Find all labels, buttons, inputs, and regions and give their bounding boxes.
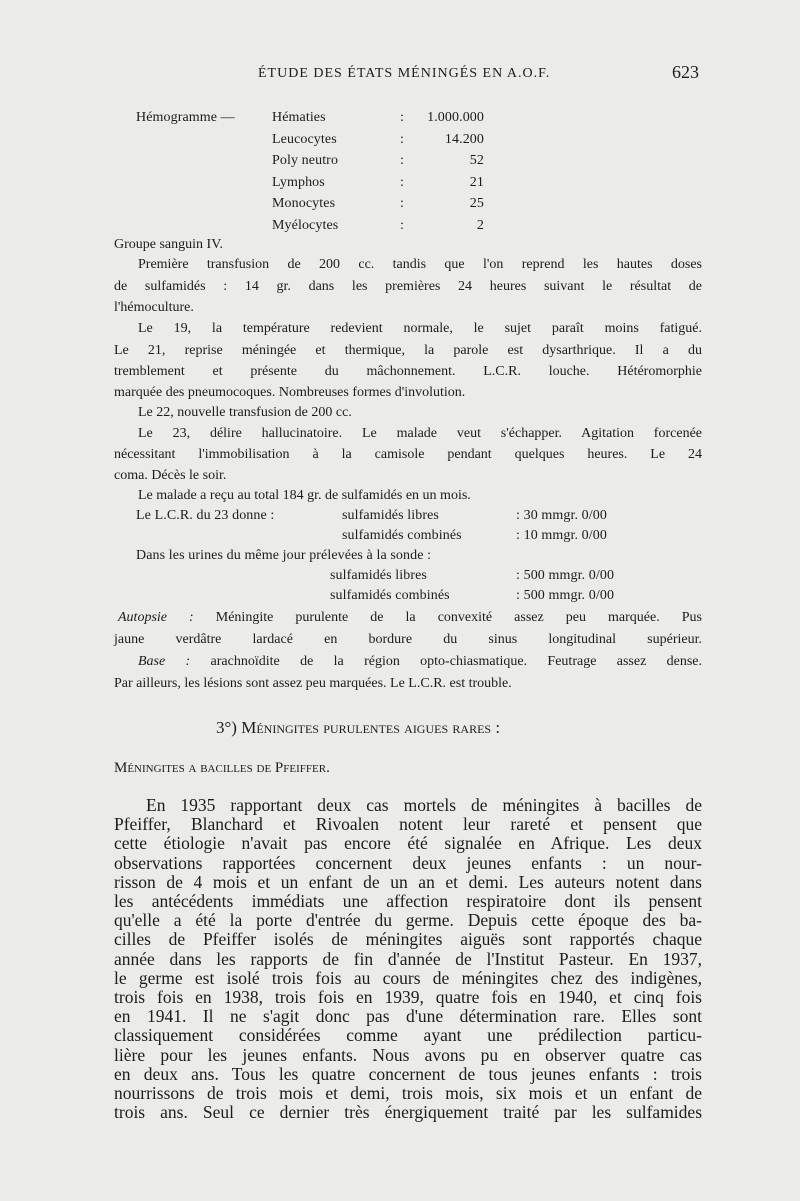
hemogram-row-name: Monocytes xyxy=(272,196,336,211)
paragraph-line: classiquement considérées comme ayant une prédilection particu- xyxy=(114,1025,702,1046)
paragraph-line: les antécédents immédiats une affection respiratoire dont ils pensent xyxy=(114,891,702,911)
autopsy-label: Autopsie : xyxy=(118,610,194,625)
hemogram-row-value: 14.200 xyxy=(444,131,484,147)
paragraph-line: risson de 4 mois et un enfant de un an et demi. Les auteurs notent dans xyxy=(114,871,702,892)
observation-line: nécessitant l'immobilisation à la camisole pendant quelques heures. Le 24 xyxy=(114,447,702,462)
urine-row-name: sulfamidés libres xyxy=(330,568,427,583)
hemogram-row-name: Lymphos xyxy=(272,174,325,190)
hemogram-row-colon: : xyxy=(400,217,404,233)
autopsy-line-1 xyxy=(114,610,702,626)
observation-line: Le 21, reprise méningée et thermique, la parole est dysarthrique. Il a du xyxy=(114,343,702,358)
autopsy-line-3 xyxy=(114,654,702,670)
observation-line: marquée des pneumocoques. Nombreuses formes d'involution. xyxy=(114,385,466,400)
urine-intro: Dans les urines du même jour prélevées à la sonde : xyxy=(136,548,432,563)
lcr-row-value: : 30 mmgr. 0/00 xyxy=(516,508,607,523)
hemogram-row-value: 52 xyxy=(469,153,484,168)
paragraph-line: le germe est isolé trois fois au cours de méningites chez des indigènes, xyxy=(114,967,702,988)
observation-line: coma. Décès le soir. xyxy=(114,468,227,483)
hemogram-row-colon: : xyxy=(400,174,404,190)
observation-line: Le 22, nouvelle transfusion de 200 cc. xyxy=(138,405,352,420)
paragraph-line: cette étiologie n'avait pas encore été signalée en Afrique. Les deux xyxy=(114,833,702,854)
hemogram-row-name: Poly neutro xyxy=(272,153,339,168)
lcr-row-name: sulfamidés libres xyxy=(342,508,439,523)
urine-row-value: : 500 mmgr. 0/00 xyxy=(516,568,615,583)
lcr-row-name: sulfamidés combinés xyxy=(342,528,462,543)
paragraph-line: En 1935 rapportant deux cas mortels de méningites à bacilles de xyxy=(146,795,702,815)
lcr-prefix: Le L.C.R. du 23 donne : xyxy=(136,508,275,523)
subheading: Méningites a bacilles de Pfeiffer. xyxy=(114,760,330,776)
hemogram-row-name: Myélocytes xyxy=(272,217,339,233)
observation-line: Le 19, la température redevient normale, le sujet paraît moins fatigué. xyxy=(138,321,702,336)
observation-line: Le 23, délire hallucinatoire. Le malade veut s'échapper. Agitation forcenée xyxy=(138,426,702,441)
paragraph-line: en 1941. Il ne s'agit donc pas d'une détermination rare. Elles sont xyxy=(114,1006,702,1027)
paragraph-line: trois ans. Seul ce dernier très énergiquement traité par les sulfamides xyxy=(114,1102,702,1123)
paragraph-line: cilles de Pfeiffer isolés de méningites aiguës sont rapportés chaque xyxy=(114,929,702,950)
section-heading: 3°) Méningites purulentes aigues rares : xyxy=(216,718,501,737)
hemogram-row-value: 2 xyxy=(476,217,484,233)
observation-line: l'hémoculture. xyxy=(114,300,194,315)
lcr-row-value: : 10 mmgr. 0/00 xyxy=(516,528,607,543)
hemogram-label: Hémogramme — xyxy=(136,110,235,125)
running-header-title: ÉTUDE DES ÉTATS MÉNINGÉS EN A.O.F. xyxy=(258,66,551,81)
paragraph-line: qu'elle a été la porte d'entrée du germe. Depuis cette époque des ba- xyxy=(114,910,702,931)
paragraph-line: année dans les rapports de fin d'année de l'Institut Pasteur. En 1937, xyxy=(114,948,702,969)
paragraph-line: nourrissons de trois mois et demi, trois mois, six mois et un enfant de xyxy=(114,1083,702,1103)
hemogram-row-value: 25 xyxy=(469,196,484,211)
hemogram-row-name: Hématies xyxy=(272,110,326,125)
autopsy-text-3: arachnoïdite de la région opto-chiasmatique. Feutrage assez dense. xyxy=(190,654,702,669)
observation-line: Le malade a reçu au total 184 gr. de sulfamidés en un mois. xyxy=(138,488,471,503)
autopsy-text-1: Méningite purulente de la convexité assez peu marquée. Pus xyxy=(193,610,703,625)
paragraph-line: en deux ans. Tous les quatre concernent de tous jeunes enfants : trois xyxy=(114,1063,702,1084)
paragraph-line: Pfeiffer, Blanchard et Rivoalen notent leur rareté et pensent que xyxy=(114,814,702,835)
paragraph-line: trois fois en 1938, trois fois en 1939, quatre fois en 1940, et cinq fois xyxy=(114,987,702,1007)
observation-line: Première transfusion de 200 cc. tandis que l'on reprend les hautes doses xyxy=(138,257,702,272)
hemogram-row-colon: : xyxy=(400,131,404,147)
hemogram-row-colon: : xyxy=(400,153,404,168)
hemogram-row-name: Leucocytes xyxy=(272,131,337,147)
observation-line: Groupe sanguin IV. xyxy=(114,237,224,252)
observation-line: tremblement et présente du mâchonnement. L.C.R. louche. Hétéromorphie xyxy=(114,364,702,379)
autopsy-line-4: Par ailleurs, les lésions sont assez peu marquées. Le L.C.R. est trouble. xyxy=(114,676,512,691)
urine-row-name: sulfamidés combinés xyxy=(330,588,450,603)
hemogram-row-value: 21 xyxy=(469,174,484,190)
hemogram-row-colon: : xyxy=(400,196,404,211)
paragraph-line: observations rapportées concernent deux jeunes enfants : un nour- xyxy=(114,852,702,873)
hemogram-row-colon: : xyxy=(400,110,404,125)
observation-line: de sulfamidés : 14 gr. dans les premières 24 heures suivant le résultat de xyxy=(114,279,702,294)
urine-row-value: : 500 mmgr. 0/00 xyxy=(516,588,615,603)
hemogram-row-value: 1.000.000 xyxy=(427,110,484,125)
autopsy-line-2: jaune verdâtre lardacé en bordure du sinus longitudinal supérieur. xyxy=(114,632,702,647)
paragraph-line: lière pour les jeunes enfants. Nous avons pu en observer quatre cas xyxy=(114,1044,702,1065)
page-number: 623 xyxy=(672,62,699,82)
base-label: Base : xyxy=(138,654,191,669)
